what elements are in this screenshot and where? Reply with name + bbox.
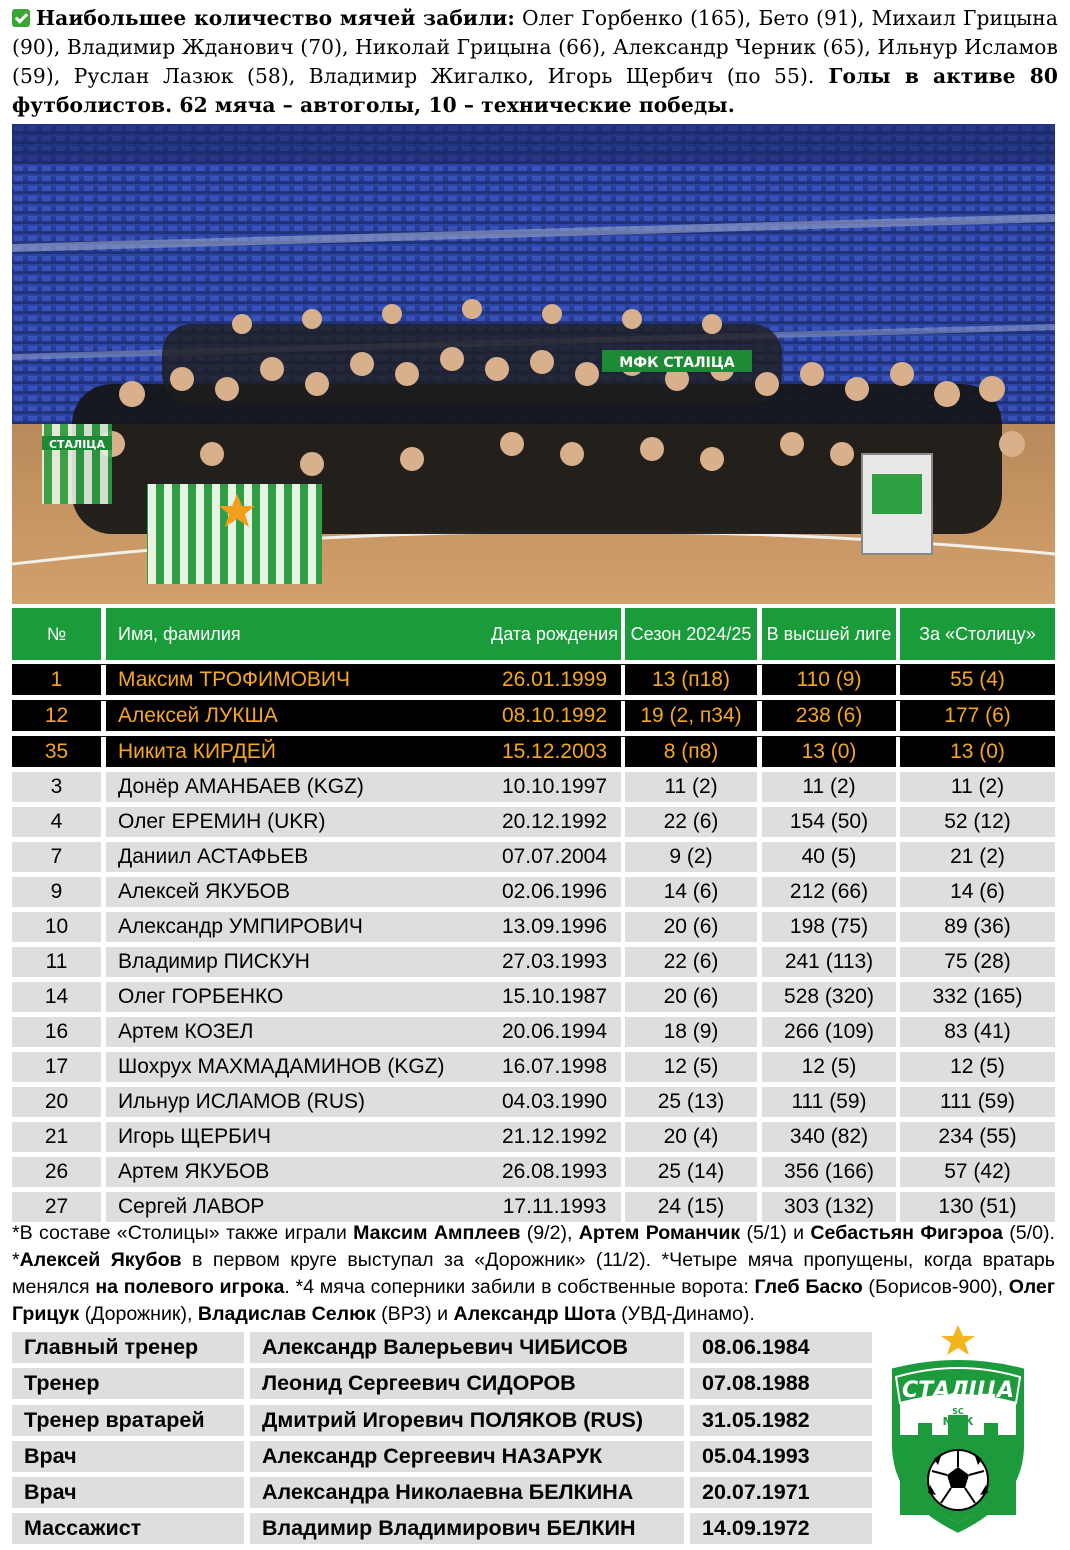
- note-text: *В составе «Столицы» также играли: [12, 1222, 354, 1244]
- player-dob: 26.01.1999: [488, 665, 621, 695]
- team-photo: [12, 124, 1055, 604]
- player-top-league: 111 (59): [762, 1087, 896, 1117]
- player-name: Артем КОЗЕЛ: [106, 1017, 493, 1047]
- player-club-stats: 111 (59): [900, 1087, 1055, 1117]
- note-text: в первом круге выступал за «Дорожник» (11/2). *Четыре мяча пропущены, когда вратарь менялся: [12, 1249, 1055, 1298]
- staff-dob: 14.09.1972: [690, 1513, 872, 1544]
- player-number: 4: [12, 807, 101, 837]
- player-name: Никита КИРДЕЙ: [106, 737, 493, 767]
- intro-lead: Наибольшее количество мячей забили:: [36, 6, 515, 30]
- player-dob: 20.06.1994: [488, 1017, 621, 1047]
- player-number: 7: [12, 842, 101, 872]
- intro-summary: Голы в активе 80 футболистов. 62 мяча – автоголы, 10 – технические победы.: [12, 64, 1058, 117]
- staff-row: [12, 1513, 872, 1544]
- player-name: Владимир ПИСКУН: [106, 947, 493, 977]
- staff-name: Александр Валерьевич ЧИБИСОВ: [250, 1332, 684, 1363]
- table-row: [12, 1017, 1055, 1047]
- note-text: (9/2),: [520, 1222, 579, 1244]
- header-name: Имя, фамилия: [106, 608, 493, 660]
- player-season: 14 (6): [625, 877, 757, 907]
- player-top-league: 528 (320): [762, 982, 896, 1012]
- staff-row: [12, 1405, 872, 1436]
- player-season: 8 (п8): [625, 737, 757, 767]
- player-dob: 20.12.1992: [488, 807, 621, 837]
- player-top-league: 238 (6): [762, 701, 896, 731]
- staff-role: Тренер вратарей: [12, 1405, 244, 1436]
- player-season: 24 (15): [625, 1192, 757, 1222]
- player-season: 13 (п18): [625, 665, 757, 695]
- player-name: Олег ЕРЕМИН (UKR): [106, 807, 493, 837]
- table-row: [12, 772, 1055, 802]
- staff-name: Александр Сергеевич НАЗАРУК: [250, 1441, 684, 1472]
- player-top-league: 198 (75): [762, 912, 896, 942]
- intro-scorers: Олег Горбенко (165), Бето (91), Михаил Грицына (90), Владимир Жданович (70), Николай Грицына (66), Александр Черник (65), Ильнур Исламов (59), Руслан Лазюк (58), Владимир Жигалко, Игорь Щербич (по 55).: [12, 6, 1058, 88]
- player-number: 11: [12, 947, 101, 977]
- player-top-league: 241 (113): [762, 947, 896, 977]
- staff-row: [12, 1441, 872, 1472]
- player-dob: 04.03.1990: [488, 1087, 621, 1117]
- player-club-stats: 13 (0): [900, 737, 1055, 767]
- staff-row: [12, 1477, 872, 1508]
- player-season: 11 (2): [625, 772, 757, 802]
- table-row: [12, 807, 1055, 837]
- player-club-stats: 130 (51): [900, 1192, 1055, 1222]
- note-emphasis: на полевого игрока: [95, 1276, 285, 1298]
- player-dob: 17.11.1993: [488, 1192, 621, 1222]
- player-name: Игорь ЩЕРБИЧ: [106, 1122, 493, 1152]
- player-dob: 02.06.1996: [488, 877, 621, 907]
- player-name: Донёр АМАНБАЕВ (KGZ): [106, 772, 493, 802]
- note-text: (5/1) и: [740, 1222, 811, 1244]
- player-dob: 13.09.1996: [488, 912, 621, 942]
- player-name: Ильнур ИСЛАМОВ (RUS): [106, 1087, 493, 1117]
- note-player: Артем Романчик: [578, 1222, 741, 1244]
- player-dob: 07.07.2004: [488, 842, 621, 872]
- player-top-league: 356 (166): [762, 1157, 896, 1187]
- table-row: [12, 947, 1055, 977]
- player-top-league: 212 (66): [762, 877, 896, 907]
- player-top-league: 11 (2): [762, 772, 896, 802]
- staff-row: [12, 1332, 872, 1363]
- header-number: №: [12, 608, 101, 660]
- player-dob: 21.12.1992: [488, 1122, 621, 1152]
- note-text: . *4 мяча соперники забили в собственные ворота:: [284, 1276, 755, 1298]
- player-club-stats: 12 (5): [900, 1052, 1055, 1082]
- checkmark-icon: [12, 9, 30, 27]
- header-dob: Дата рождения: [488, 608, 621, 660]
- staff-name: Дмитрий Игоревич ПОЛЯКОВ (RUS): [250, 1405, 684, 1436]
- note-player: Максим Амплеев: [353, 1222, 521, 1244]
- player-season: 22 (6): [625, 807, 757, 837]
- player-name: Александр УМПИРОВИЧ: [106, 912, 493, 942]
- player-club-stats: 14 (6): [900, 877, 1055, 907]
- logo-sc: SC: [952, 1407, 964, 1416]
- staff-row: [12, 1368, 872, 1399]
- player-club-stats: 177 (6): [900, 701, 1055, 731]
- player-number: 3: [12, 772, 101, 802]
- roster-header-row: [12, 608, 1055, 660]
- club-logo: [878, 1325, 1038, 1540]
- player-dob: 26.08.1993: [488, 1157, 621, 1187]
- player-season: 25 (13): [625, 1087, 757, 1117]
- player-season: 22 (6): [625, 947, 757, 977]
- staff-dob: 31.05.1982: [690, 1405, 872, 1436]
- header-club: За «Столицу»: [900, 608, 1055, 660]
- player-top-league: 340 (82): [762, 1122, 896, 1152]
- player-dob: 08.10.1992: [488, 701, 621, 731]
- player-name: Артем ЯКУБОВ: [106, 1157, 493, 1187]
- logo-wordmark: СТАЛІЦА: [901, 1378, 1015, 1403]
- player-number: 12: [12, 701, 101, 731]
- player-club-stats: 234 (55): [900, 1122, 1055, 1152]
- goalkeeper-row: [12, 700, 1055, 731]
- player-club-stats: 21 (2): [900, 842, 1055, 872]
- player-top-league: 266 (109): [762, 1017, 896, 1047]
- player-name: Максим ТРОФИМОВИЧ: [106, 665, 493, 695]
- goalkeeper-row: [12, 736, 1055, 767]
- player-name: Сергей ЛАВОР: [106, 1192, 493, 1222]
- note-player: Владислав Селюк: [197, 1303, 376, 1325]
- banner-text: СТАЛІЦА: [48, 438, 106, 451]
- player-dob: 27.03.1993: [488, 947, 621, 977]
- player-top-league: 154 (50): [762, 807, 896, 837]
- player-number: 14: [12, 982, 101, 1012]
- player-number: 20: [12, 1087, 101, 1117]
- staff-role: Врач: [12, 1441, 244, 1472]
- table-row: [12, 912, 1055, 942]
- intro-paragraph: [12, 4, 1058, 120]
- staff-name: Леонид Сергеевич СИДОРОВ: [250, 1368, 684, 1399]
- player-season: 20 (4): [625, 1122, 757, 1152]
- note-player: Себастьян Фигэроа: [810, 1222, 1003, 1244]
- header-top-league: В высшей лиге: [762, 608, 896, 660]
- player-name: Даниил АСТАФЬЕВ: [106, 842, 493, 872]
- goalkeeper-row: [12, 664, 1055, 695]
- player-club-stats: 55 (4): [900, 665, 1055, 695]
- player-number: 21: [12, 1122, 101, 1152]
- staff-dob: 08.06.1984: [690, 1332, 872, 1363]
- player-top-league: 303 (132): [762, 1192, 896, 1222]
- table-row: [12, 1122, 1055, 1152]
- roster-table: [12, 608, 1055, 1227]
- player-club-stats: 83 (41): [900, 1017, 1055, 1047]
- player-season: 20 (6): [625, 912, 757, 942]
- player-season: 18 (9): [625, 1017, 757, 1047]
- player-season: 20 (6): [625, 982, 757, 1012]
- player-name: Шохрух МАХМАДАМИНОВ (KGZ): [106, 1052, 493, 1082]
- staff-name: Владимир Владимирович БЕЛКИН: [250, 1513, 684, 1544]
- player-club-stats: 57 (42): [900, 1157, 1055, 1187]
- player-number: 1: [12, 665, 101, 695]
- table-row: [12, 1052, 1055, 1082]
- table-row: [12, 1192, 1055, 1222]
- player-dob: 10.10.1997: [488, 772, 621, 802]
- player-season: 25 (14): [625, 1157, 757, 1187]
- star-icon: [941, 1325, 975, 1355]
- player-name: Алексей ЛУКША: [106, 701, 493, 731]
- staff-dob: 05.04.1993: [690, 1441, 872, 1472]
- player-season: 19 (2, п34): [625, 701, 757, 731]
- player-club-stats: 52 (12): [900, 807, 1055, 837]
- player-name: Алексей ЯКУБОВ: [106, 877, 493, 907]
- staff-role: Тренер: [12, 1368, 244, 1399]
- roster-body: [12, 664, 1055, 1222]
- note-text: (Дорожник),: [79, 1303, 198, 1325]
- staff-table: [12, 1332, 872, 1550]
- staff-role: Массажист: [12, 1513, 244, 1544]
- player-top-league: 13 (0): [762, 737, 896, 767]
- player-top-league: 40 (5): [762, 842, 896, 872]
- note-text: (УВД-Динамо).: [615, 1303, 755, 1325]
- staff-dob: 07.08.1988: [690, 1368, 872, 1399]
- scarf-text: МФК СТАЛІЦА: [619, 355, 735, 371]
- note-player: Александр Шота: [453, 1303, 616, 1325]
- note-player: Глеб Баско: [754, 1276, 863, 1298]
- staff-name: Александра Николаевна БЕЛКИНА: [250, 1477, 684, 1508]
- table-row: [12, 1157, 1055, 1187]
- note-player: Алексей Якубов: [19, 1249, 182, 1271]
- player-club-stats: 75 (28): [900, 947, 1055, 977]
- table-row: [12, 842, 1055, 872]
- player-season: 12 (5): [625, 1052, 757, 1082]
- player-number: 16: [12, 1017, 101, 1047]
- staff-role: Врач: [12, 1477, 244, 1508]
- note-text: (5/0). *: [12, 1222, 1055, 1271]
- player-season: 9 (2): [625, 842, 757, 872]
- player-number: 9: [12, 877, 101, 907]
- player-dob: 15.12.2003: [488, 737, 621, 767]
- player-number: 26: [12, 1157, 101, 1187]
- note-player: Олег Грицук: [12, 1276, 1055, 1325]
- player-number: 35: [12, 737, 101, 767]
- player-name: Олег ГОРБЕНКО: [106, 982, 493, 1012]
- player-top-league: 110 (9): [762, 665, 896, 695]
- player-dob: 15.10.1987: [488, 982, 621, 1012]
- note-text: (Борисов-900),: [862, 1276, 1009, 1298]
- player-top-league: 12 (5): [762, 1052, 896, 1082]
- player-club-stats: 89 (36): [900, 912, 1055, 942]
- staff-dob: 20.07.1971: [690, 1477, 872, 1508]
- header-season: Сезон 2024/25: [625, 608, 757, 660]
- player-number: 10: [12, 912, 101, 942]
- roster-footnote: [12, 1220, 1055, 1328]
- player-club-stats: 11 (2): [900, 772, 1055, 802]
- logo-initials: МФК: [942, 1415, 974, 1428]
- player-number: 27: [12, 1192, 101, 1222]
- player-club-stats: 332 (165): [900, 982, 1055, 1012]
- note-text: (ВРЗ) и: [375, 1303, 454, 1325]
- table-row: [12, 877, 1055, 907]
- table-row: [12, 982, 1055, 1012]
- player-dob: 16.07.1998: [488, 1052, 621, 1082]
- staff-role: Главный тренер: [12, 1332, 244, 1363]
- player-number: 17: [12, 1052, 101, 1082]
- table-row: [12, 1087, 1055, 1117]
